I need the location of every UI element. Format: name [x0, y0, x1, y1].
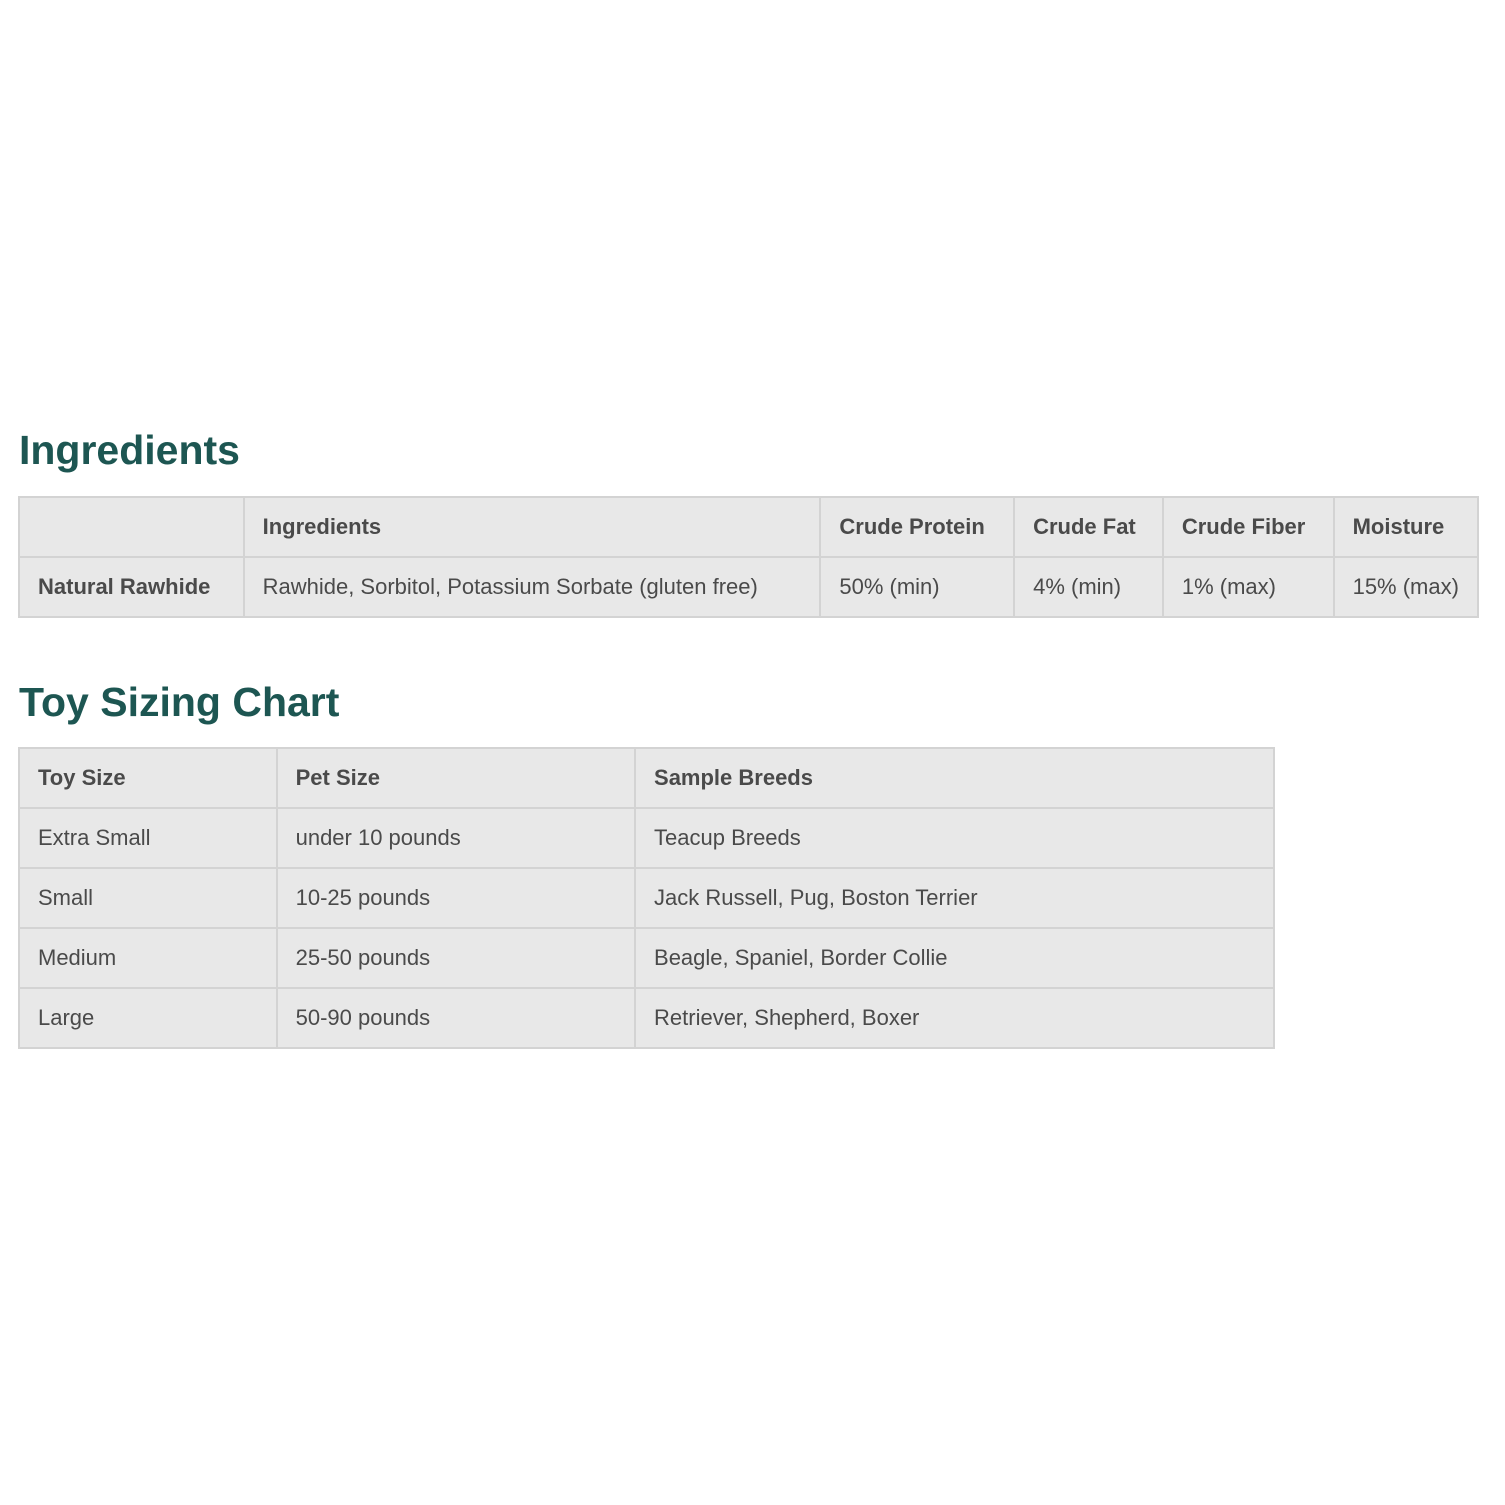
sample-breeds-cell: Beagle, Spaniel, Border Collie	[635, 928, 1274, 988]
pet-size-cell: 50-90 pounds	[277, 988, 635, 1048]
ingredients-list-cell: Rawhide, Sorbitol, Potassium Sorbate (gluten free)	[244, 557, 821, 617]
ingredients-table	[18, 496, 1479, 618]
table-row	[19, 928, 1274, 988]
table-row	[19, 557, 1478, 617]
ingredients-heading: Ingredients	[19, 427, 240, 473]
toy-size-cell: Large	[19, 988, 277, 1048]
ingredients-header-cell: Crude Fat	[1014, 497, 1163, 557]
table-row	[19, 868, 1274, 928]
sizing-header-row	[19, 748, 1274, 808]
crude-protein-cell: 50% (min)	[820, 557, 1014, 617]
sizing-header-cell: Toy Size	[19, 748, 277, 808]
ingredients-header-cell: Moisture	[1334, 497, 1478, 557]
pet-size-cell: under 10 pounds	[277, 808, 635, 868]
sizing-header-cell: Sample Breeds	[635, 748, 1274, 808]
moisture-cell: 15% (max)	[1334, 557, 1478, 617]
toy-sizing-heading: Toy Sizing Chart	[19, 679, 340, 725]
toy-sizing-table	[18, 747, 1275, 1049]
toy-size-cell: Small	[19, 868, 277, 928]
sample-breeds-cell: Teacup Breeds	[635, 808, 1274, 868]
ingredients-header-row	[19, 497, 1478, 557]
table-row	[19, 988, 1274, 1048]
sizing-header-cell: Pet Size	[277, 748, 635, 808]
product-name-cell: Natural Rawhide	[19, 557, 244, 617]
toy-size-cell: Medium	[19, 928, 277, 988]
ingredients-header-cell	[19, 497, 244, 557]
sample-breeds-cell: Jack Russell, Pug, Boston Terrier	[635, 868, 1274, 928]
ingredients-header-cell: Crude Protein	[820, 497, 1014, 557]
ingredients-header-cell: Ingredients	[244, 497, 821, 557]
pet-size-cell: 25-50 pounds	[277, 928, 635, 988]
table-row	[19, 808, 1274, 868]
toy-size-cell: Extra Small	[19, 808, 277, 868]
sample-breeds-cell: Retriever, Shepherd, Boxer	[635, 988, 1274, 1048]
pet-size-cell: 10-25 pounds	[277, 868, 635, 928]
crude-fat-cell: 4% (min)	[1014, 557, 1163, 617]
ingredients-header-cell: Crude Fiber	[1163, 497, 1334, 557]
crude-fiber-cell: 1% (max)	[1163, 557, 1334, 617]
